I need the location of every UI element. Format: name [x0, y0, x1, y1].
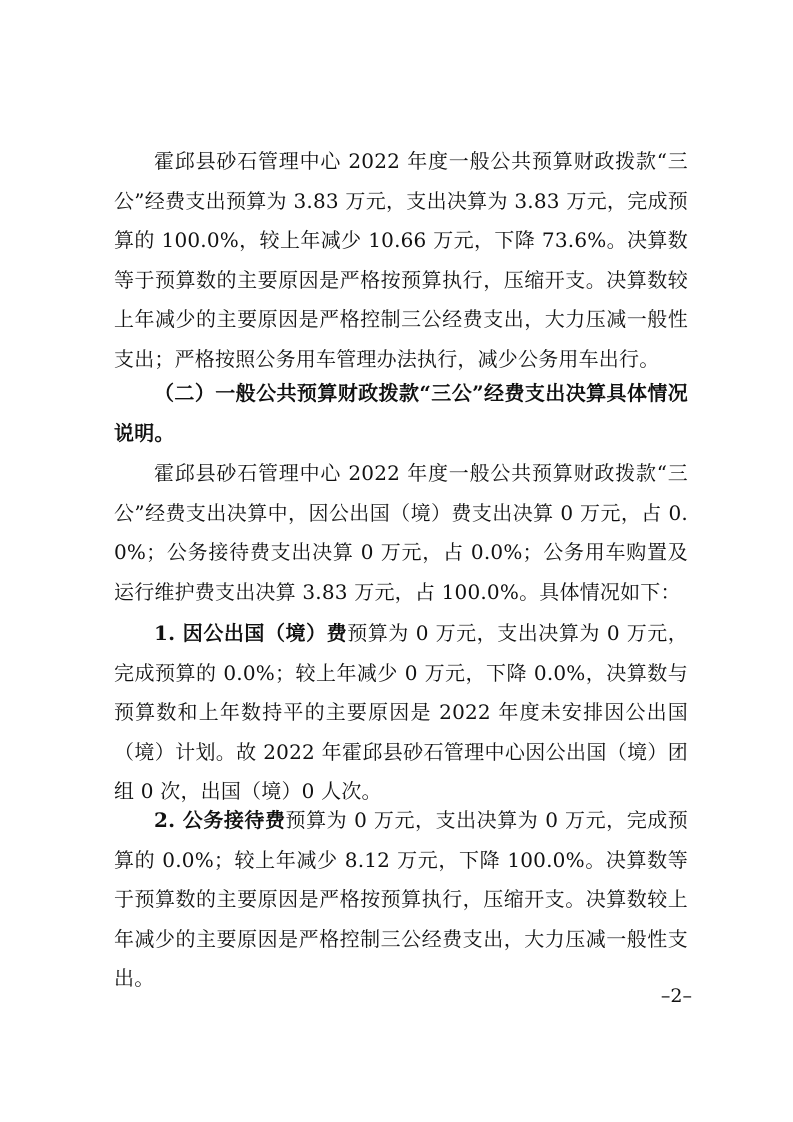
item-1-lead: 1. 因公出国（境）费 — [154, 621, 348, 645]
item-2-paragraph — [114, 801, 688, 999]
page-number: –2– — [660, 985, 692, 1007]
item-2-lead: 2. 公务接待费 — [154, 808, 286, 832]
item-2-text: 预算为 0 万元，支出决算为 0 万元，完成预算的 0.0%；较上年减少 8.12 万元，下降 100.0%。决算数等于预算数的主要原因是严格按预算执行，压缩开支。决算数较上年减少的主要原因是严格控制三公经费支出，大力压减一般性支出。 — [114, 808, 688, 991]
overview-paragraph — [114, 142, 688, 380]
section-heading-text: （二）一般公共预算财政拨款“三公”经费支出决算具体情况说明。 — [114, 381, 688, 445]
breakdown-text: 霍邱县砂石管理中心 2022 年度一般公共预算财政拨款“三公”经费支出决算中，因公出国（境）费支出决算 0 万元，占 0.0%；公务接待费支出决算 0 万元，占 0.0%；公务用车购置及运行维护费支出决算 3.83 万元，占 100.0%。具体情况如下： — [114, 461, 688, 604]
overview-text: 霍邱县砂石管理中心 2022 年度一般公共预算财政拨款“三公”经费支出预算为 3.83 万元，支出决算为 3.83 万元，完成预算的 100.0%，较上年减少 10.66 万元，下降 73.6%。决算数等于预算数的主要原因是严格按预算执行，压缩开支。决算数较上年减少的主要原因是严格控制三公经费支出，大力压减一般性支出；严格按照公务用车管理办法执行，减少公务用车出行。 — [114, 149, 688, 371]
section-heading — [114, 374, 688, 453]
breakdown-paragraph — [114, 454, 688, 612]
item-1-text: 预算为 0 万元，支出决算为 0 万元，完成预算的 0.0%；较上年减少 0 万元，下降 0.0%，决算数与预算数和上年数持平的主要原因是 2022 年度未安排因公出国（境）计划。故 2022 年霍邱县砂石管理中心因公出国（境）团组 0 次，出国（境）0 人次。 — [114, 621, 688, 804]
item-1-paragraph — [114, 614, 688, 812]
